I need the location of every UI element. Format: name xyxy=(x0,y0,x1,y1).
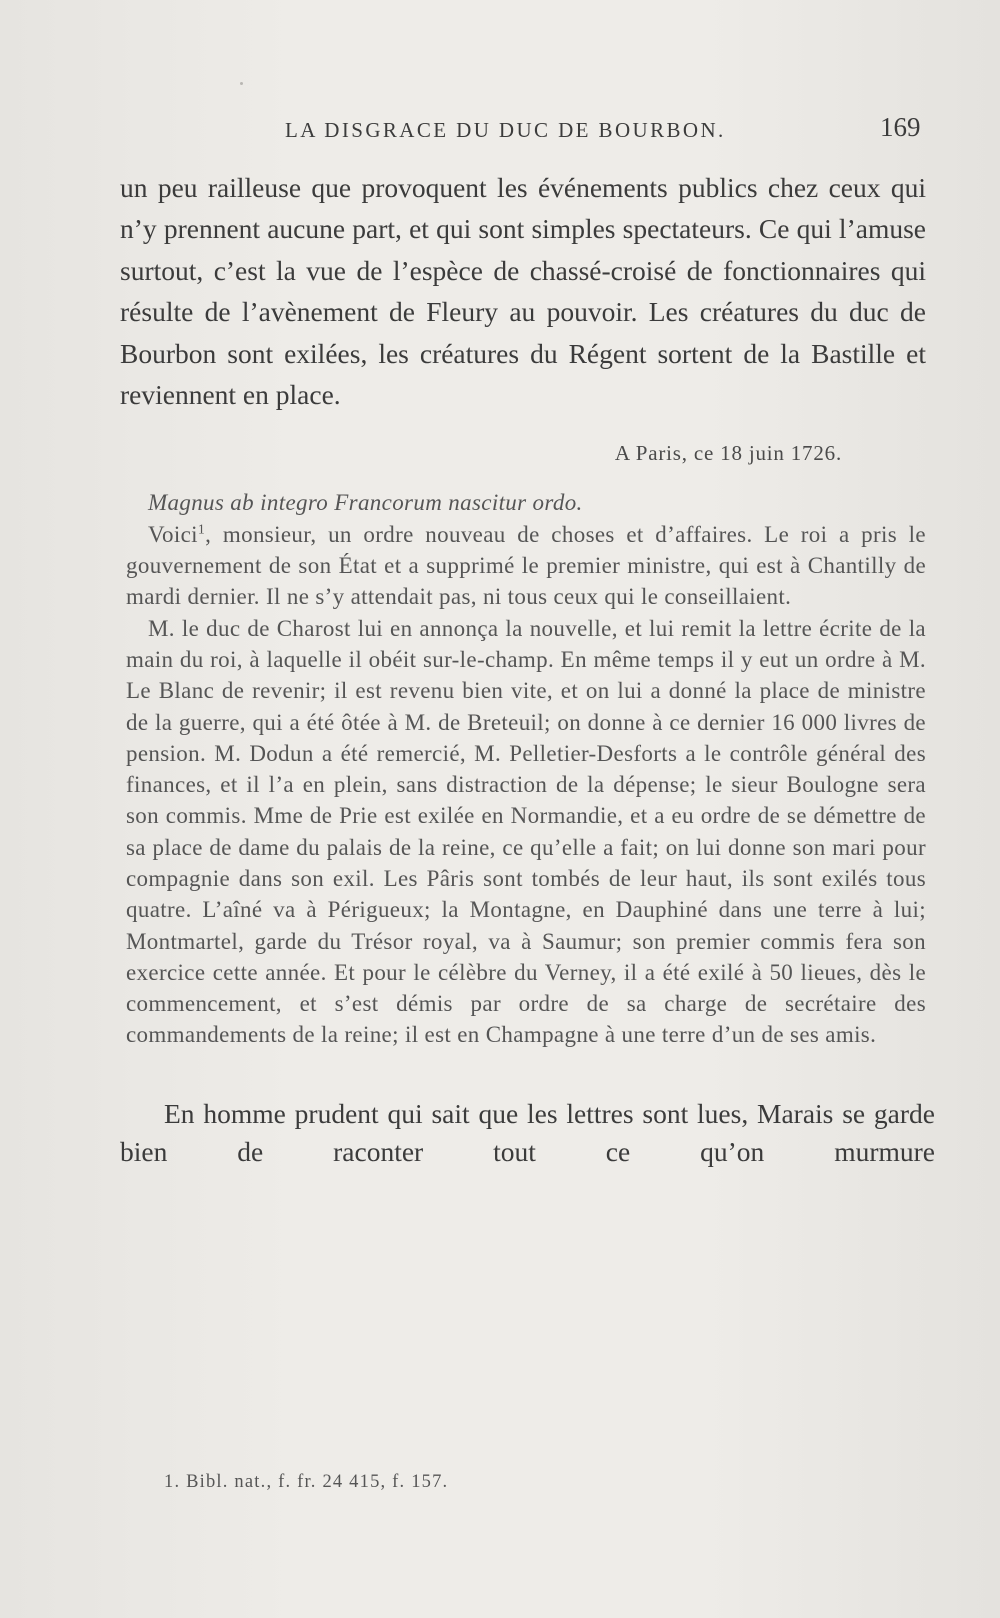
letter-dateline: A Paris, ce 18 juin 1726. xyxy=(614,441,842,466)
running-head xyxy=(0,112,1000,152)
letter-p1-rest: , monsieur, un ordre nouveau de choses et d’affaires. Le roi a pris le gouvernement de son État et a supprimé le premier ministre, qui est à Chantilly de mardi dernier. Il ne s’y attendait pas, ni tous ceux qui le conseillaient. xyxy=(126,521,926,610)
letter-paragraph-2: M. le duc de Charost lui en annonça la nouvelle, et lui remit la lettre écrite de la main du roi, à laquelle il obéit sur-le-champ. En même temps il y eut un ordre à M. Le Blanc de revenir; il est revenu bien vite, et on lui a donné la place de ministre de la guerre, qui a été ôtée à M. de Breteuil; on donne à ce dernier 16 000 livres de pension. M. Dodun a été remercié, M. Pelletier-Desforts a le contrôle général des finances, et il l’a en plein, sans distraction de la dépense; le sieur Boulogne sera son commis. Mme de Prie est exilée en Normandie, et a eu ordre de se démettre de sa place de dame du palais de la reine, ce qu’elle a fait; on lui donne son mari pour compagnie dans son exil. Les Pâris sont tombés de leur haut, ils sont exilés tous quatre. L’aîné va à Périgueux; la Montagne, en Dauphiné dans une terre à lui; Montmartel, garde du Trésor royal, va à Saumur; son premier commis fera son exercice cette année. Et pour le célèbre du Verney, il a été exilé à 50 lieues, dès le commencement, et s’est démis par ordre de sa charge de secrétaire des commandements de la reine; il est en Champagne à une terre d’un de ses amis. xyxy=(126,615,926,1048)
paragraph-1: un peu railleuse que provoquent les événements publics chez ceux qui n’y prennent aucune part, et qui sont simples spectateurs. Ce qui l’amuse surtout, c’est la vue de l’espèce de chassé-croisé de fonctionnaires qui résulte de l’avènement de Fleury au pouvoir. Les créatures du duc de Bourbon sont exilées, les créatures du Régent sortent de la Bastille et reviennent en place. xyxy=(120,172,926,411)
paper-speck xyxy=(240,82,243,85)
letter-paragraph-1 xyxy=(126,519,926,613)
running-title: LA DISGRACE DU DUC DE BOURBON. xyxy=(285,118,726,142)
letter-motto: Magnus ab integro Francorum nascitur ordo. xyxy=(148,490,583,516)
paragraph-2: En homme prudent qui sait que les lettres sont lues, Marais se garde bien de raconter tout ce qu’on murmure xyxy=(120,1097,935,1168)
letter-p1-start: Voici xyxy=(148,521,198,547)
body-text xyxy=(120,167,935,1199)
page-number: 169 xyxy=(880,112,921,142)
quoted-letter xyxy=(120,487,926,1050)
footnote-marker[interactable]: 1 xyxy=(197,521,206,537)
footnote: 1. Bibl. nat., f. fr. 24 415, f. 157. xyxy=(164,1472,449,1492)
